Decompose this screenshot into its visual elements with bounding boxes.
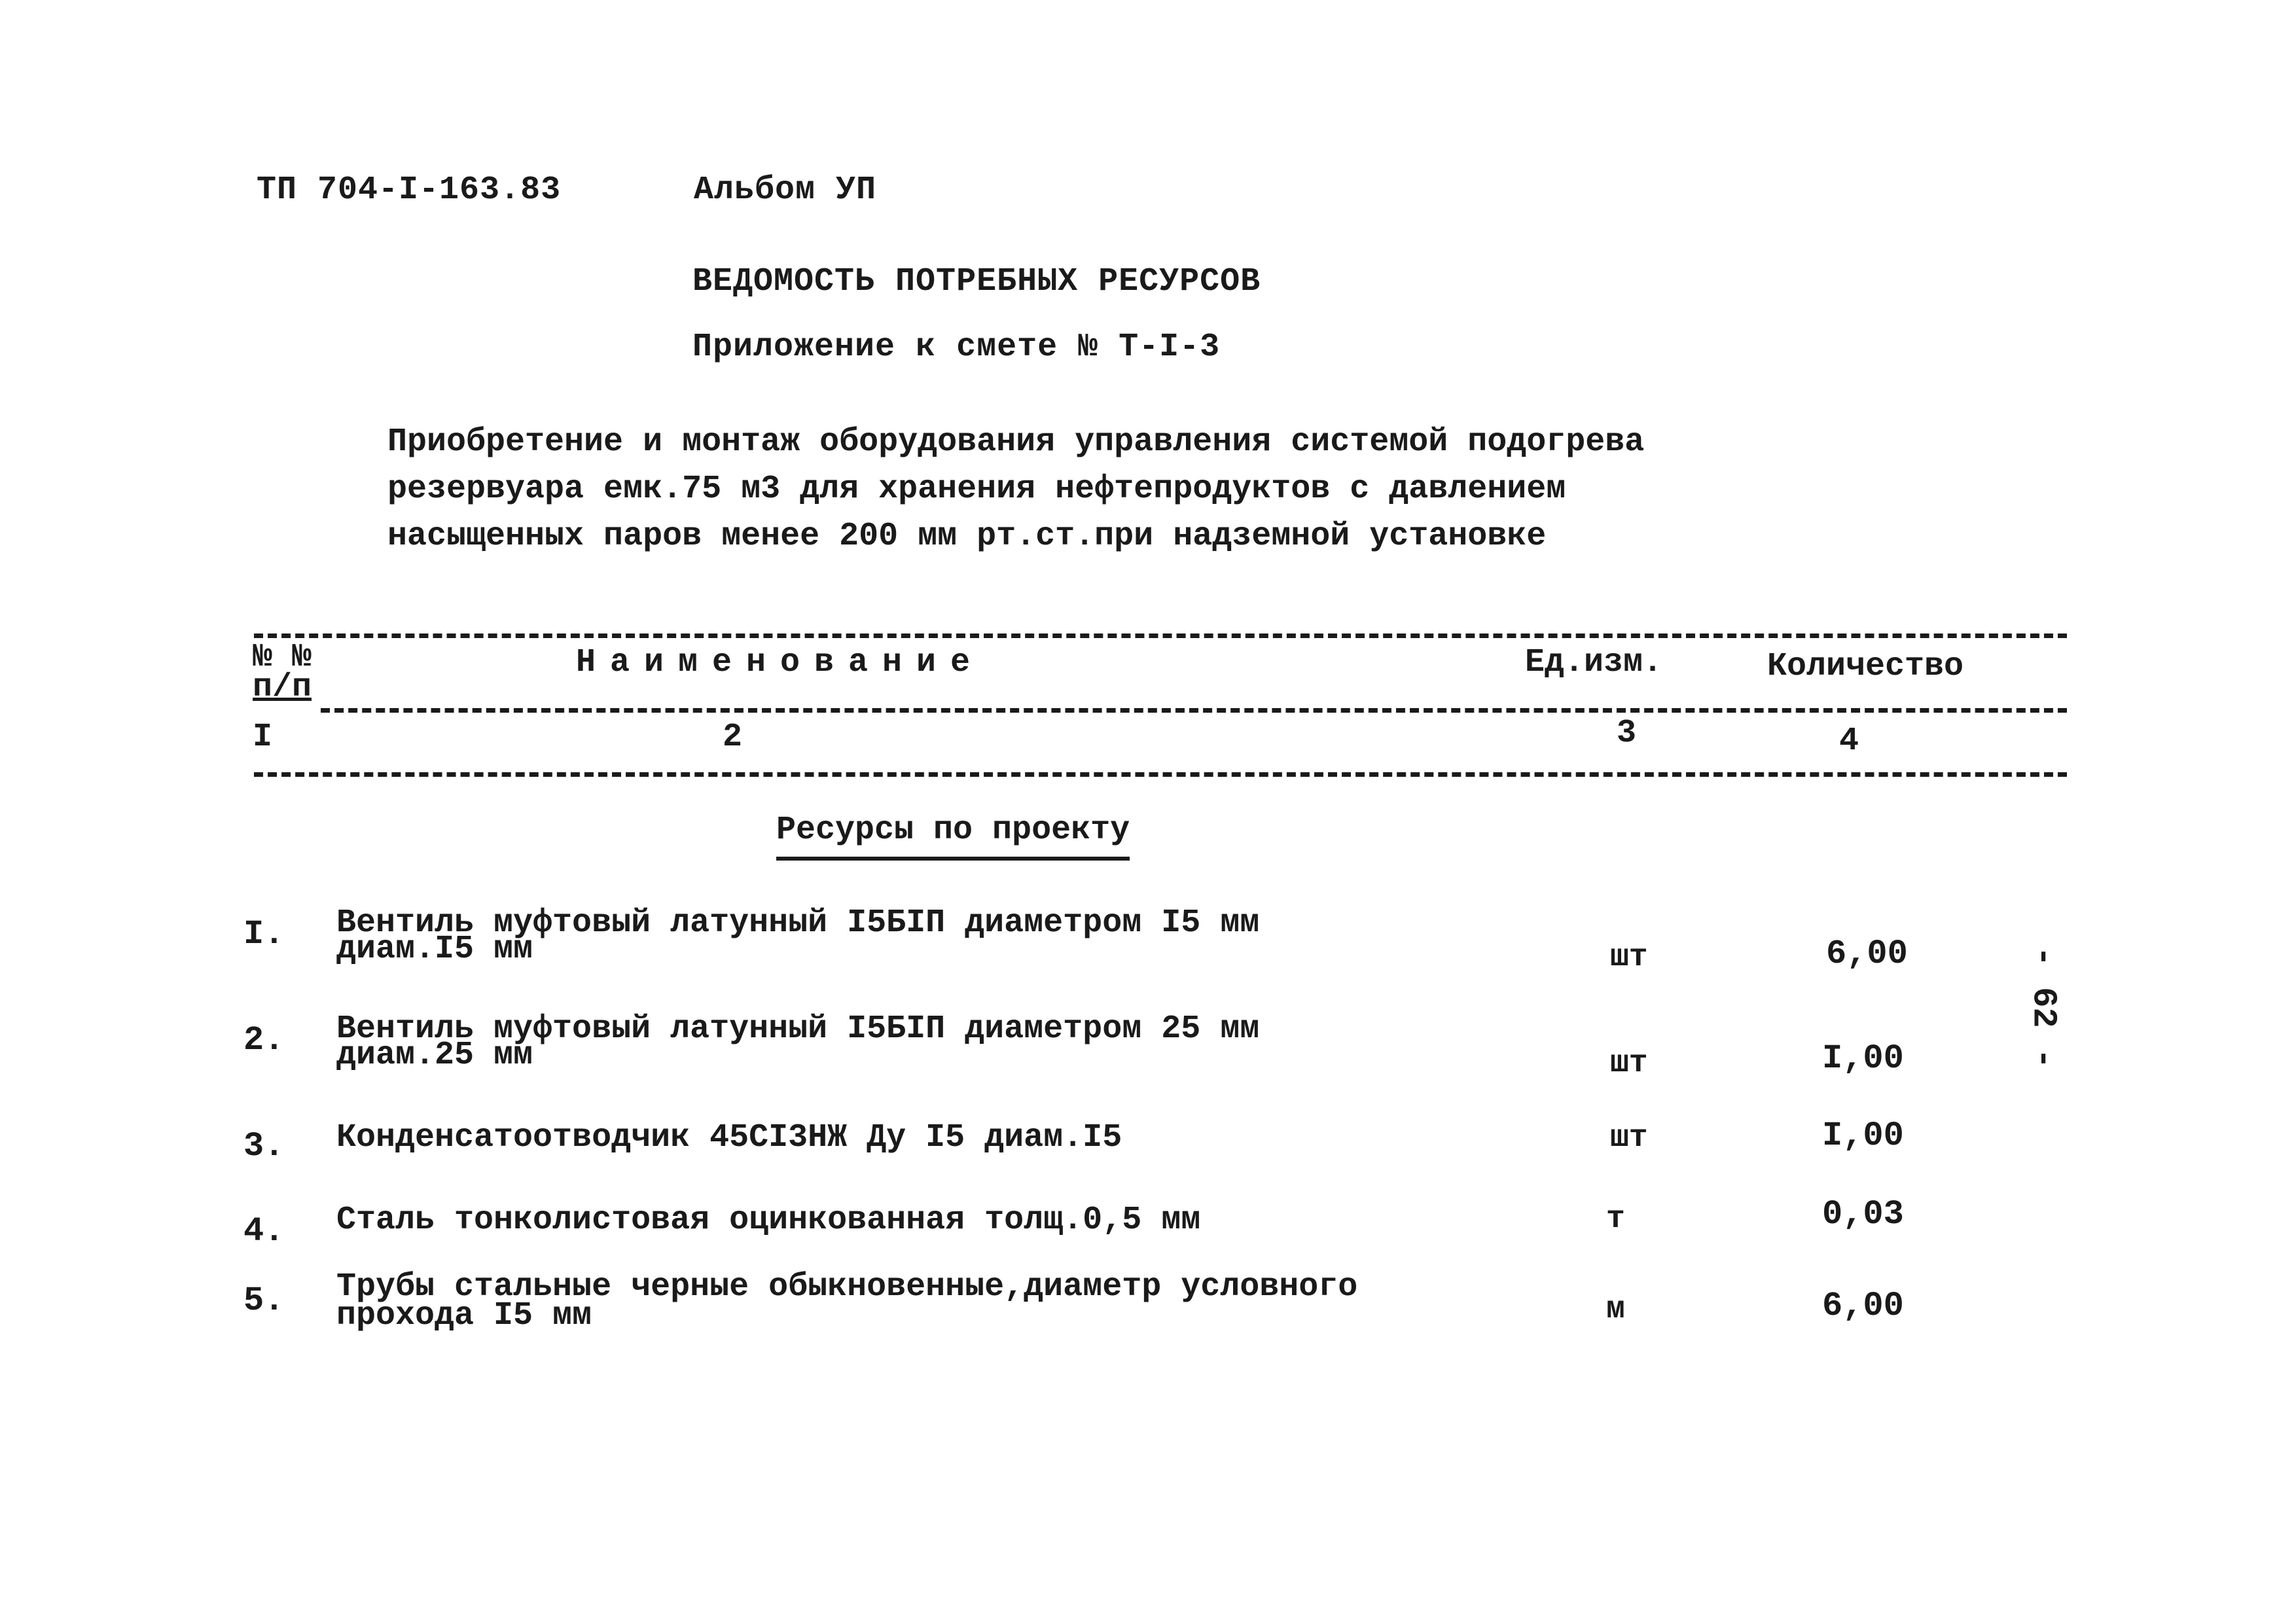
row-2-name-line2: диам.25 мм <box>336 1037 533 1074</box>
row-3-name: Конденсатоотводчик 45СI3НЖ Ду I5 диам.I5 <box>336 1119 1122 1156</box>
row-2-name-line1: Вентиль муфтовый латунный I5БIП диаметром 25 мм <box>336 1010 1260 1048</box>
row-4-number: 4. <box>243 1212 285 1251</box>
page-number-marker: - 62 - <box>2024 946 2063 1069</box>
table-top-rule <box>254 633 2067 638</box>
col-header-number <box>253 639 312 706</box>
row-4-quantity: 0,03 <box>1822 1195 1904 1234</box>
row-5-unit: м <box>1606 1292 1625 1327</box>
table-header-rule <box>321 708 2067 713</box>
row-2-name <box>336 1012 1259 1073</box>
row-5-quantity: 6,00 <box>1822 1287 1904 1325</box>
row-1-quantity: 6,00 <box>1826 935 1908 973</box>
col-header-quantity: Количество <box>1767 648 1964 685</box>
document-title: ВЕДОМОСТЬ ПОТРЕБНЫХ РЕСУРСОВ <box>692 263 1261 300</box>
table-colnum-rule <box>254 772 2067 777</box>
description-line: резервуара емк.75 м3 для хранения нефтепродуктов с давлением <box>387 471 1566 508</box>
description-block <box>387 419 1644 560</box>
row-1-number: I. <box>243 915 285 954</box>
row-1-name <box>336 906 1259 967</box>
col-header-name: Наименование <box>576 644 985 681</box>
estimate-appendix: Приложение к смете № Т-I-3 <box>692 329 1221 366</box>
col-number-3: 3 <box>1617 715 1637 752</box>
description-line: насыщенных паров менее 200 мм рт.ст.при надземной установке <box>387 518 1547 555</box>
row-5-name <box>336 1270 1357 1334</box>
row-2-number: 2. <box>243 1021 285 1060</box>
col-header-number-line1: № № <box>253 639 312 676</box>
row-3-quantity: I,00 <box>1822 1116 1904 1155</box>
row-2-unit: шт <box>1610 1046 1648 1081</box>
row-3-unit: шт <box>1610 1120 1648 1156</box>
col-header-unit: Ед.изм. <box>1525 644 1663 681</box>
row-1-unit: шт <box>1610 940 1648 975</box>
col-header-number-line2: п/п <box>253 669 312 706</box>
row-4-name: Сталь тонколистовая оцинкованная толщ.0,5 мм <box>336 1202 1201 1239</box>
col-number-1: I <box>253 719 273 756</box>
row-5-number: 5. <box>243 1281 285 1320</box>
col-number-4: 4 <box>1839 722 1859 760</box>
album-label: Альбом УП <box>694 171 877 209</box>
row-3-number: 3. <box>243 1127 285 1166</box>
section-title: Ресурсы по проекту <box>776 812 1130 861</box>
description-line: Приобретение и монтаж оборудования управления системой подогрева <box>387 423 1645 461</box>
row-2-quantity: I,00 <box>1822 1039 1904 1078</box>
row-5-name-line1: Трубы стальные черные обыкновенные,диаметр условного <box>336 1268 1358 1306</box>
row-5-name-line2: прохода I5 мм <box>336 1297 592 1334</box>
row-4-unit: т <box>1606 1202 1625 1237</box>
row-1-name-line2: диам.I5 мм <box>336 931 533 968</box>
col-number-2: 2 <box>723 719 743 756</box>
row-1-name-line1: Вентиль муфтовый латунный I5БIП диаметром I5 мм <box>336 904 1260 942</box>
document-code: ТП 704-I-163.83 <box>257 171 562 209</box>
